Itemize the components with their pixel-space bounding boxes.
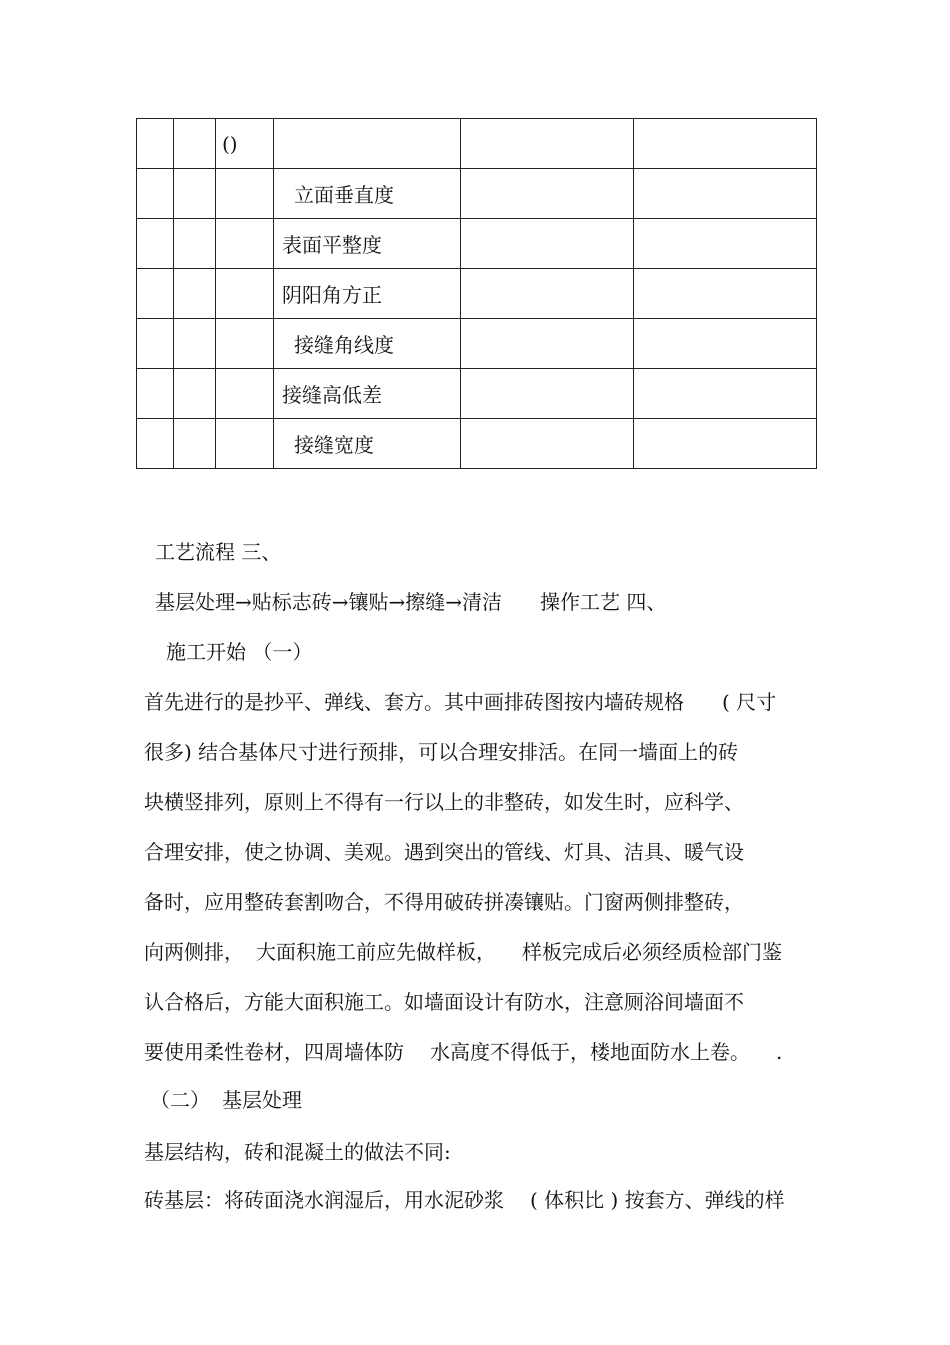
paragraph-line: 认合格后，方能大面积施工。如墙面设计有防水，注意厕浴间墙面不	[144, 990, 744, 1014]
subsection-title: 基层处理	[222, 1088, 302, 1112]
paragraph-line	[144, 686, 776, 715]
table-cell	[174, 269, 216, 319]
paragraph-line: 合理安排，使之协调、美观。遇到突出的管线、灯具、洁具、暖气设	[144, 840, 744, 864]
section-4-heading: 操作工艺 四、	[540, 590, 667, 614]
table-cell	[634, 319, 817, 369]
table-cell	[634, 219, 817, 269]
text-span: 样板完成后必须经质检部门鉴	[522, 940, 782, 964]
table-cell	[634, 369, 817, 419]
table-cell: 阴阳角方正	[274, 269, 461, 319]
table-cell	[174, 169, 216, 219]
subsection-1-heading: 施工开始 （一）	[166, 640, 313, 664]
table-cell	[137, 419, 174, 469]
table-cell	[461, 419, 634, 469]
table-row	[137, 419, 817, 469]
paragraph-line	[144, 936, 782, 965]
table-cell: 表面平整度	[274, 219, 461, 269]
table-cell: 接缝高低差	[274, 369, 461, 419]
paragraph-line	[144, 1036, 782, 1065]
table-cell	[274, 119, 461, 169]
table-cell	[174, 369, 216, 419]
table-cell	[174, 219, 216, 269]
table-cell	[634, 169, 817, 219]
table-cell	[137, 269, 174, 319]
table-cell: 立面垂直度	[274, 169, 461, 219]
table-cell	[137, 219, 174, 269]
table-cell	[461, 319, 634, 369]
table-cell	[174, 119, 216, 169]
table-cell: 接缝角线度	[274, 319, 461, 369]
table-cell	[461, 169, 634, 219]
table-cell	[634, 119, 817, 169]
subsection-number: （二）	[150, 1088, 210, 1112]
table-cell	[634, 269, 817, 319]
table-cell	[137, 319, 174, 369]
table-cell	[461, 119, 634, 169]
text-span: 向两侧排，	[144, 940, 244, 964]
table-cell	[216, 319, 274, 369]
paragraph-line: 备时，应用整砖套割吻合，不得用破砖拼凑镶贴。门窗两侧排整砖，	[144, 890, 744, 914]
inspection-table	[136, 118, 817, 469]
table-cell	[461, 219, 634, 269]
text-span: 砖基层：将砖面浇水润湿后，用水泥砂浆	[144, 1188, 504, 1212]
table-cell	[216, 369, 274, 419]
table-cell	[137, 369, 174, 419]
process-flow-line	[155, 586, 666, 615]
table-row	[137, 219, 817, 269]
table-row	[137, 169, 817, 219]
text-span: ( 尺寸	[722, 690, 777, 714]
table-cell	[461, 269, 634, 319]
table-row	[137, 319, 817, 369]
table-cell	[216, 219, 274, 269]
table-cell	[634, 419, 817, 469]
paragraph-line: 块横竖排列，原则上不得有一行以上的非整砖，如发生时，应科学、	[144, 790, 744, 814]
text-span: 水高度不得低于，楼地面防水上卷。	[430, 1040, 750, 1064]
paragraph-line: 基层结构，砖和混凝土的做法不同:	[144, 1140, 451, 1164]
table-cell: 接缝宽度	[274, 419, 461, 469]
table-cell	[174, 319, 216, 369]
table-cell	[216, 269, 274, 319]
table-row	[137, 119, 817, 169]
subsection-2-heading	[150, 1084, 302, 1113]
table-cell	[137, 119, 174, 169]
table-cell	[461, 369, 634, 419]
section-3-heading: 工艺流程 三、	[155, 540, 282, 564]
table-cell: ()	[216, 119, 274, 169]
paragraph-line: 很多) 结合基体尺寸进行预排，可以合理安排活。在同一墙面上的砖	[144, 740, 739, 764]
text-span: .	[776, 1040, 783, 1064]
text-span: 要使用柔性卷材，四周墙体防	[144, 1040, 404, 1064]
table-cell	[216, 419, 274, 469]
process-flow: 基层处理→贴标志砖→镶贴→擦缝→清洁	[155, 590, 503, 614]
text-span: 首先进行的是抄平、弹线、套方。其中画排砖图按内墙砖规格	[144, 690, 684, 714]
table-cell	[137, 169, 174, 219]
table-cell	[216, 169, 274, 219]
table-row	[137, 269, 817, 319]
text-span: 大面积施工前应先做样板，	[256, 940, 496, 964]
table-cell	[174, 419, 216, 469]
text-span: ( 体积比 ) 按套方、弹线的样	[530, 1188, 785, 1212]
table-row	[137, 369, 817, 419]
paragraph-line	[144, 1184, 785, 1213]
